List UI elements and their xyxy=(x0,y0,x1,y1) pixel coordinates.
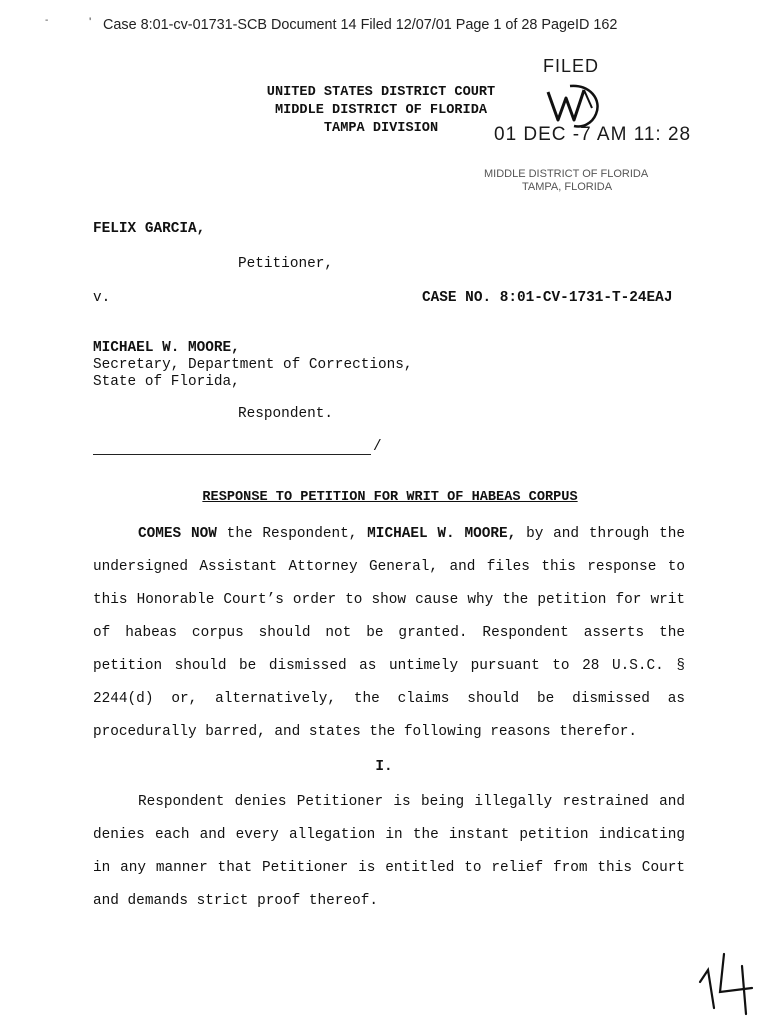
scan-tick: ' xyxy=(89,15,92,29)
handwritten-docket-number xyxy=(694,940,764,1016)
case-number-block xyxy=(422,290,672,306)
comes-now-lead: COMES NOW xyxy=(138,526,217,542)
filed-stamp-date: 01 DEC -7 AM 11: 28 xyxy=(494,124,692,145)
respondent-role: Respondent. xyxy=(238,406,333,422)
respondent-name-inline: MICHAEL W. MOORE, xyxy=(367,526,517,542)
court-district: MIDDLE DISTRICT OF FLORIDA xyxy=(274,103,488,118)
caption-divider-line xyxy=(93,454,371,455)
paragraph-intro-part-b: by and through the undersigned Assistant Attorney General, and files this response to this Honorable Court’s order to show cause why the petition for writ of habeas corpus should not be granted. Respondent asserts the petition should be dismissed as untimely pursuant to 28 U.S.C. § 2244(d) or, alternatively, the claims should be dismissed as procedurally barred, and states the following reasons therefor. xyxy=(93,526,685,740)
filed-stamp-label: FILED xyxy=(543,56,600,76)
paragraph-denial: Respondent denies Petitioner is being illegally restrained and denies each and every allegation in the instant petition indicating in any manner that Petitioner is entitled to relief from this Court and demands strict proof thereof. xyxy=(93,794,685,909)
respondent-title-1: Secretary, Department of Corrections, xyxy=(93,357,413,373)
case-header-line: Case 8:01-cv-01731-SCB Document 14 Filed 12/07/01 Page 1 of 28 PageID 162 xyxy=(103,17,618,33)
paragraph-intro xyxy=(93,518,685,749)
clerk-stamp-line2: TAMPA, FLORIDA xyxy=(522,181,613,193)
caption-slash: / xyxy=(373,439,382,455)
petitioner-name: FELIX GARCIA, xyxy=(93,221,206,237)
paragraph-intro-part-a: the Respondent, xyxy=(216,526,368,542)
court-division: TAMPA DIVISION xyxy=(323,121,439,136)
court-name: UNITED STATES DISTRICT COURT xyxy=(266,85,496,100)
respondent-name: MICHAEL W. MOORE, xyxy=(93,340,240,356)
scan-mark: - xyxy=(45,15,49,26)
versus: v. xyxy=(93,290,111,306)
document-title: RESPONSE TO PETITION FOR WRIT OF HABEAS CORPUS xyxy=(202,490,578,505)
clerk-stamp-line1: MIDDLE DISTRICT OF FLORIDA xyxy=(484,168,649,180)
case-number-label: CASE NO. xyxy=(422,290,492,306)
respondent-title-2: State of Florida, xyxy=(93,374,240,390)
case-number: 8:01-CV-1731-T-24EAJ xyxy=(499,290,673,306)
section-heading: I. xyxy=(375,759,393,775)
petitioner-role: Petitioner, xyxy=(238,256,333,272)
